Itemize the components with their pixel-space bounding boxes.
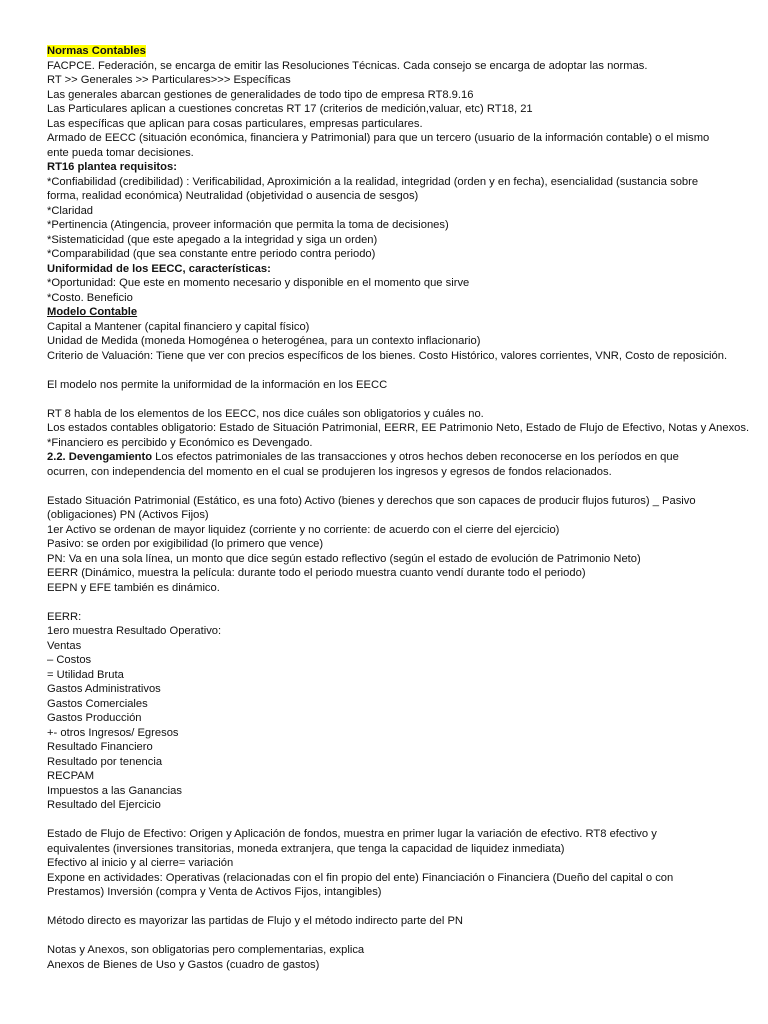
- text-paragraph: Estado de Flujo de Efectivo: Origen y Aplicación de fondos, muestra en primer lugar la variación de efectivo. RT8 efectivo y equivalentes (inversiones transitorias, moneda extranjera, que tenga la capacidad de liquidez inmediata): [47, 828, 657, 855]
- document-title: [47, 44, 717, 59]
- text-line: Gastos Producción: [47, 712, 142, 724]
- text-line: Capital a Mantener (capital financiero y capital físico): [47, 320, 310, 333]
- text-line: Impuestos a las Ganancias: [47, 784, 182, 797]
- text-line: *Comparabilidad (que sea constante entre periodo contra periodo): [47, 248, 376, 260]
- text-line: = Utilidad Bruta: [47, 668, 124, 681]
- text-line: Ventas: [47, 639, 82, 652]
- text-line: EERR:: [47, 610, 82, 623]
- blank-line: [47, 392, 717, 407]
- text-line: Las generales abarcan gestiones de generalidades de todo tipo de empresa RT8.9.16: [47, 88, 474, 101]
- blank-line: [47, 479, 717, 494]
- text-line: 1er Activo se ordenan de mayor liquidez (corriente y no corriente: de acuerdo con el cierre del ejercicio): [47, 523, 560, 536]
- blank-line: [47, 900, 717, 915]
- text-line: EERR (Dinámico, muestra la película: durante todo el periodo muestra cuanto vendí durante todo el periodo): [47, 567, 586, 579]
- title-highlight: Normas Contables: [47, 45, 146, 57]
- text-line: *Sistematicidad (que este apegado a la integridad y siga un orden): [47, 233, 378, 246]
- text-line: Anexos de Bienes de Uso y Gastos (cuadro de gastos): [47, 958, 320, 971]
- document-page: [47, 44, 750, 972]
- text-line: Notas y Anexos, son obligatorias pero complementarias, explica: [47, 944, 365, 956]
- text-line: Gastos Administrativos: [47, 683, 161, 695]
- text-line: Efectivo al inicio y al cierre= variación: [47, 857, 234, 869]
- text-line: *Pertinencia (Atingencia, proveer información que permita la toma de decisiones): [47, 219, 449, 231]
- text-line: RECPAM: [47, 770, 95, 782]
- devengamiento-paragraph: [47, 450, 717, 479]
- blank-line: [47, 813, 717, 828]
- text-line: Las Particulares aplican a cuestiones concretas RT 17 (criterios de medición,valuar, etc) RT18, 21: [47, 103, 533, 115]
- text-paragraph: Armado de EECC (situación económica, financiera y Patrimonial) para que un tercero (usuario de la información contable) o el mismo ente pueda tomar decisiones.: [47, 132, 710, 159]
- text-line: Resultado del Ejercicio: [47, 799, 161, 811]
- text-line: El modelo nos permite la uniformidad de la información en los EECC: [47, 378, 388, 391]
- text-line: Gastos Comerciales: [47, 697, 148, 710]
- text-line: Pasivo: se orden por exigibilidad (lo primero que vence): [47, 538, 324, 550]
- text-line: – Costos: [47, 654, 92, 666]
- blank-line: [47, 595, 717, 610]
- devengamiento-heading: 2.2. Devengamiento: [47, 451, 153, 463]
- text-line: *Oportunidad: Que este en momento necesario y disponible en el momento que sirve: [47, 277, 470, 289]
- text-line: EEPN y EFE también es dinámico.: [47, 581, 220, 594]
- blank-line: [47, 363, 717, 378]
- text-paragraph: Expone en actividades: Operativas (relacionadas con el fin propio del ente) Financiación o Financiera (Dueño del capital o con Prestamos) Inversión (compra y Venta de Activos Fijos, intangibles): [47, 871, 674, 898]
- text-line: Criterio de Valuación: Tiene que ver con precios específicos de los bienes. Costo Histórico, valores corrientes, VNR, Costo de reposición.: [47, 349, 728, 362]
- text-paragraph: *Confiabilidad (credibilidad) : Verificabilidad, Aproximición a la realidad, integridad (orden y en fecha), esencialidad (sustancia sobre forma, realidad económica) Neutralidad (objetividad o ausencia de sesgos): [47, 175, 699, 202]
- text-line: RT 8 habla de los elementos de los EECC, nos dice cuáles son obligatorios y cuáles no.: [47, 407, 484, 420]
- text-line: Método directo es mayorizar las partidas de Flujo y el método indirecto parte del PN: [47, 915, 464, 927]
- text-line: Resultado por tenencia: [47, 755, 163, 768]
- text-paragraph: Estado Situación Patrimonial (Estático, es una foto) Activo (bienes y derechos que son capaces de producir flujos futuros) _ Pasivo (obligaciones) PN (Activos Fijos): [47, 494, 696, 521]
- devengamiento-text: Los efectos patrimoniales de las transacciones y otros hechos deben reconocerse en los períodos en que ocurren, con independencia del momento en el cual se produjeren los ingresos y egresos de fondos relacionados.: [47, 451, 679, 478]
- text-line: *Claridad: [47, 204, 94, 217]
- text-line: PN: Va en una sola línea, un monto que dice según estado reflectivo (según el estado de evolución de Patrimonio Neto): [47, 552, 641, 565]
- section-heading-modelo: Modelo Contable: [47, 306, 138, 318]
- text-line: +- otros Ingresos/ Egresos: [47, 726, 179, 739]
- text-line: Resultado Financiero: [47, 741, 153, 753]
- text-line: Los estados contables obligatorio: Estado de Situación Patrimonial, EERR, EE Patrimonio Neto, Estado de Flujo de Efectivo, Notas y Anexos.: [47, 422, 750, 434]
- text-line: Unidad de Medida (moneda Homogénea o heterogénea, para un contexto inflacionario): [47, 335, 481, 347]
- text-line: RT >> Generales >> Particulares>>> Específicas: [47, 74, 291, 86]
- section-heading-rt16: RT16 plantea requisitos:: [47, 161, 177, 173]
- blank-line: [47, 929, 717, 944]
- text-line: Las específicas que aplican para cosas particulares, empresas particulares.: [47, 117, 423, 130]
- text-line: 1ero muestra Resultado Operativo:: [47, 625, 222, 637]
- text-line: *Financiero es percibido y Económico es Devengado.: [47, 436, 313, 449]
- section-heading-uniformidad: Uniformidad de los EECC, características:: [47, 262, 271, 275]
- text-line: *Costo. Beneficio: [47, 291, 133, 304]
- text-line: FACPCE. Federación, se encarga de emitir las Resoluciones Técnicas. Cada consejo se encarga de adoptar las normas.: [47, 59, 648, 72]
